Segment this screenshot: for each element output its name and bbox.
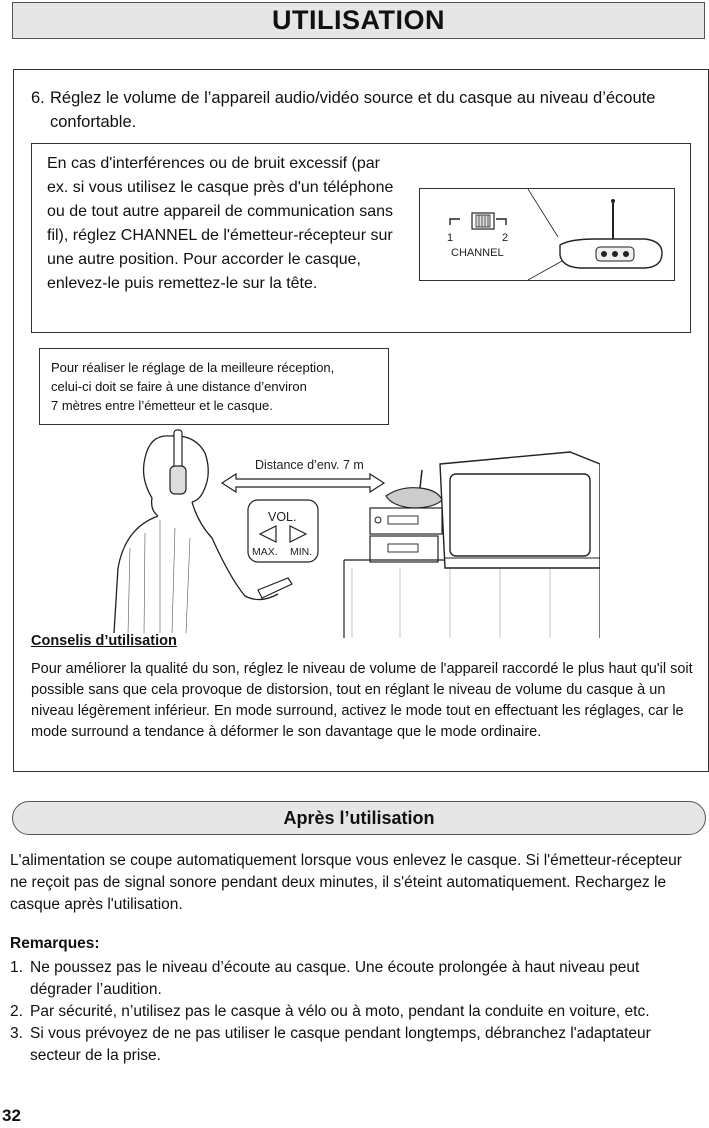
remark-text: Ne poussez pas le niveau d’écoute au casque. Une écoute prolongée à haut niveau peut dégrader l’audition.	[30, 959, 640, 998]
reception-line-3: 7 mètres entre l’émetteur et le casque.	[51, 398, 273, 413]
remarks-title: Remarques:	[10, 935, 100, 952]
page-number: 32	[2, 1106, 21, 1125]
transmitter-drawing	[420, 189, 674, 280]
remarks-list	[10, 957, 700, 1067]
remark-item	[10, 1023, 700, 1067]
reception-line-2: celui-ci doit se faire à une distance d’environ	[51, 379, 307, 394]
listening-scene-drawing	[100, 428, 600, 638]
page-title: UTILISATION	[272, 5, 445, 35]
advice-text: Pour améliorer la qualité du son, réglez le niveau de volume de l'appareil raccordé le plus haut qu'il soit possible sans que cela provoque de distorsion, tout en réglant le niveau de volume du casque à un niveau légèrement inférieur. En mode surround, activez le mode tout en effectuant les réglages, car le mode surround a tendance à déformer le son davantage que le mode ordinaire.	[31, 661, 693, 740]
step-6	[31, 86, 691, 134]
distance-label: Distance d’env. 7 m	[255, 458, 364, 472]
channel-switch-label: CHANNEL	[451, 247, 504, 259]
remark-item	[10, 957, 700, 1001]
vol-max-label: MAX.	[252, 546, 278, 558]
remark-number: 3.	[10, 1025, 23, 1042]
reception-line-1: Pour réaliser le réglage de la meilleure réception,	[51, 360, 335, 375]
remark-text: Si vous prévoyez de ne pas utiliser le casque pendant longtemps, débranchez l'adaptateur secteur de la prise.	[30, 1025, 651, 1064]
channel-pos-1: 1	[447, 232, 454, 244]
after-use-banner	[12, 801, 706, 835]
after-use-title: Après l’utilisation	[283, 807, 435, 828]
vol-min-label: MIN.	[290, 546, 313, 558]
step-text: Réglez le volume de l’appareil audio/vidéo source et du casque au niveau d’écoute confortable.	[50, 89, 656, 131]
transmitter-illustration	[419, 188, 675, 281]
remark-text: Par sécurité, n’utilisez pas le casque à vélo ou à moto, pendant la conduite en voiture, etc.	[30, 1003, 650, 1020]
after-use-text: L'alimentation se coupe automatiquement lorsque vous enlevez le casque. Si l'émetteur-récepteur ne reçoit pas de signal sonore pendant deux minutes, il s'éteint automatiquement. Rechargez le casque après l'utilisation.	[10, 852, 682, 913]
reception-note-text	[51, 358, 381, 415]
channel-pos-2: 2	[502, 232, 509, 244]
remark-number: 2.	[10, 1003, 23, 1020]
vol-label: VOL.	[268, 510, 297, 524]
channel-note-text: En cas d'interférences ou de bruit excessif (par ex. si vous utilisez le casque près d'un téléphone ou de tout autre appareil de communication sans fil), réglez CHANNEL de l'émetteur-récepteur sur une autre position. Pour accorder le casque, enlevez-le puis remettez-le sur la tête.	[47, 155, 394, 292]
usage-illustration	[100, 428, 600, 643]
remark-number: 1.	[10, 959, 23, 976]
advice-title: Conselis d’utilisation	[31, 633, 177, 649]
remark-item	[10, 1001, 700, 1023]
section-title-banner	[12, 2, 705, 39]
step-number: 6.	[31, 89, 45, 107]
